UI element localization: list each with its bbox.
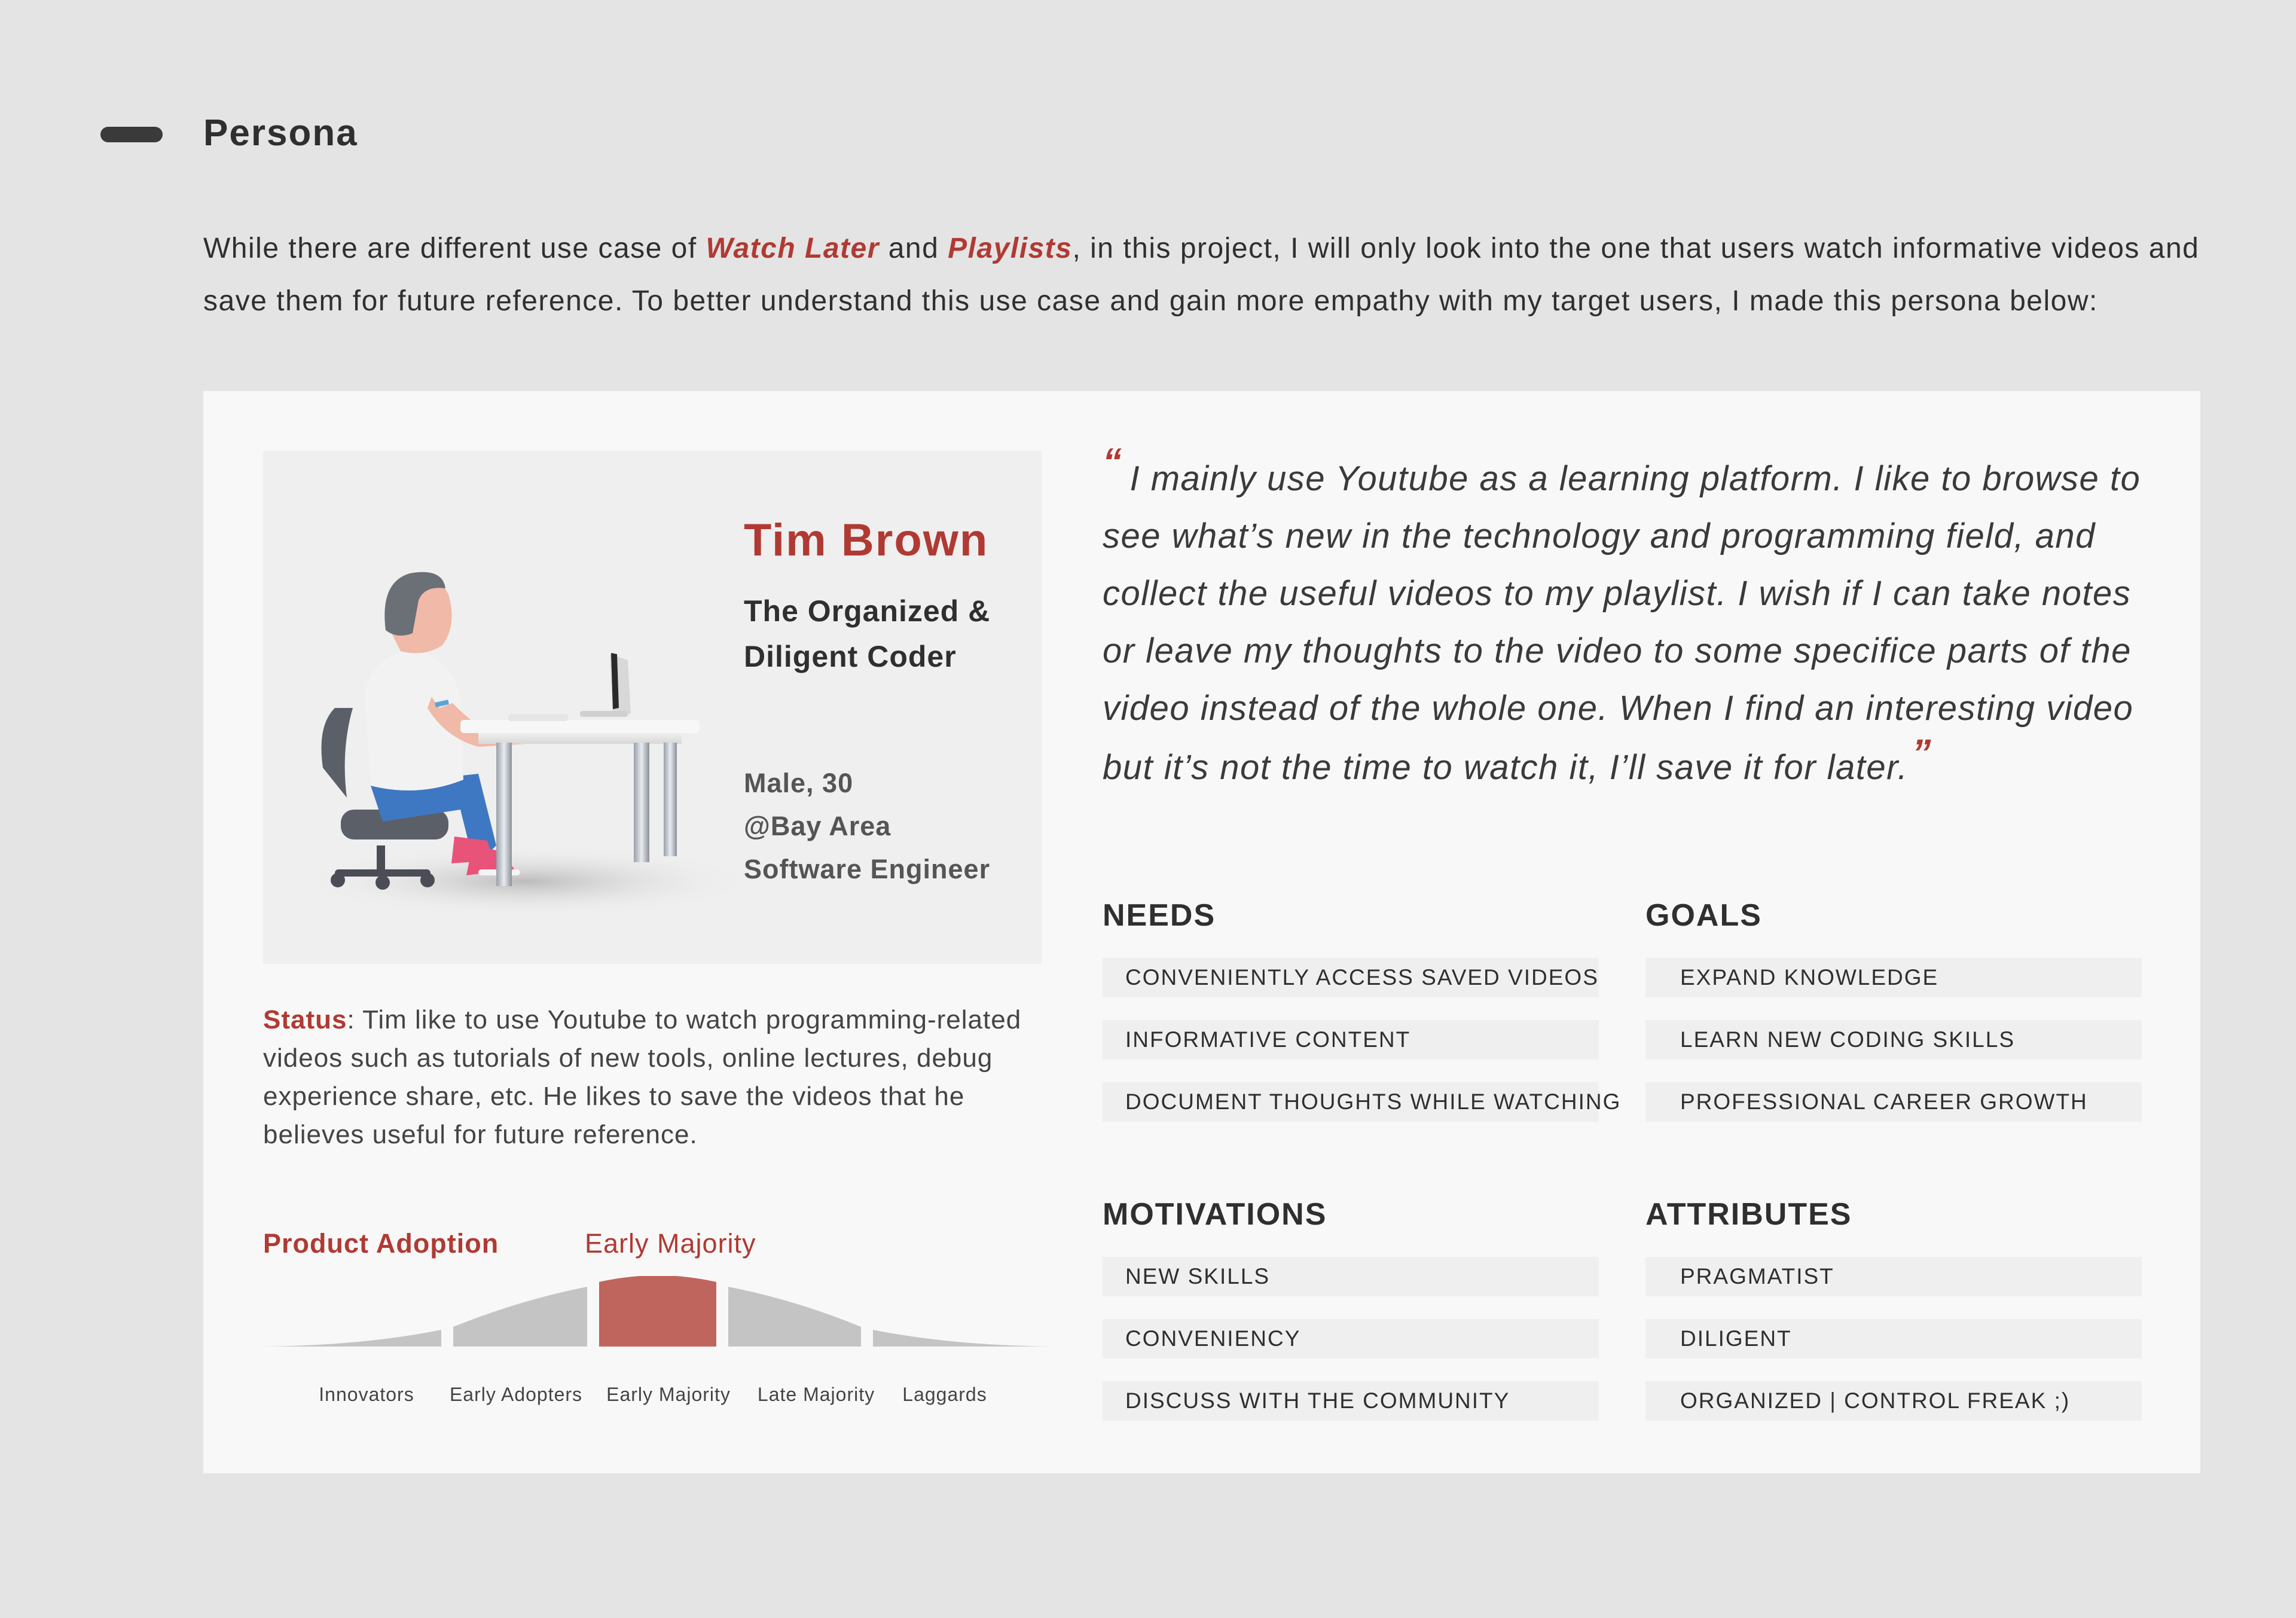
persona-demographics [744,762,990,891]
curve-segment-early-adopters [453,1287,587,1347]
curve-segment-innovators [263,1330,441,1347]
status-paragraph [263,1001,1052,1154]
status-label: Status [263,1005,347,1034]
persona-tagline [744,588,1019,679]
adoption-label-early-adopters: Early Adopters [449,1384,583,1405]
adoption-curve [263,1276,1052,1348]
attributes-item: PRAGMATIST [1645,1257,2142,1296]
intro-text: and [879,233,948,264]
adoption-label-early-majority: Early Majority [606,1384,731,1405]
persona-card [203,391,2200,1473]
motivations-title: MOTIVATIONS [1103,1197,1327,1232]
intro-text: , in this project, I will only look into the one that users watch informative videos and save them for future reference. To better understand this use case and gain more empathy with my target users, I made this persona below: [203,233,2200,317]
motivations-item: DISCUSS WITH THE COMMUNITY [1103,1381,1599,1421]
profile-box [263,451,1042,964]
product-adoption-value: Early Majority [585,1228,756,1259]
motivations-group [1103,1195,1599,1421]
section-marker [100,127,163,142]
coder-illustration [299,511,753,941]
attributes-item: ORGANIZED | CONTROL FREAK ;) [1645,1381,2142,1421]
demographic-gender-age: Male, 30 [744,768,854,798]
adoption-label-laggards: Laggards [902,1384,987,1405]
goals-item: EXPAND KNOWLEDGE [1645,958,2142,997]
intro-text: While there are different use case of [203,233,706,264]
motivations-item: CONVENIENCY [1103,1319,1599,1358]
needs-item: DOCUMENT THOUGHTS WHILE WATCHING [1103,1082,1599,1122]
section-title: Persona [203,112,358,154]
goals-title: GOALS [1645,898,1762,933]
tagline-line: Diligent Coder [744,640,957,673]
needs-item: CONVENIENTLY ACCESS SAVED VIDEOS [1103,958,1599,997]
quote-text: I mainly use Youtube as a learning platform. I like to browse to see what’s new in the technology and programming field, and collect the useful videos to my playlist. I wish if I can take notes or leave my thoughts to the video to some specifice parts of the video instead of the whole one. When I find an interesting video but it’s not the time to watch it, I’ll save it for later. [1103,459,2141,787]
goals-item: PROFESSIONAL CAREER GROWTH [1645,1082,2142,1122]
demographic-occupation: Software Engineer [744,854,991,884]
persona-quote [1103,440,2155,796]
adoption-label-late-majority: Late Majority [757,1384,875,1405]
status-text: : Tim like to use Youtube to watch programming-related videos such as tutorials of new tools, online lectures, debug experience share, etc. He likes to save the videos that he believes useful for future reference. [263,1005,1022,1149]
product-adoption-label: Product Adoption [263,1228,499,1259]
goals-item: LEARN NEW CODING SKILLS [1645,1020,2142,1060]
tagline-line: The Organized & [744,594,991,628]
adoption-labels [203,1384,1100,1419]
goals-group [1645,896,2142,1122]
needs-item: INFORMATIVE CONTENT [1103,1020,1599,1060]
needs-group [1103,896,1622,1122]
needs-title: NEEDS [1103,898,1216,933]
watch-later-highlight: Watch Later [706,233,880,264]
intro-paragraph [203,222,2224,328]
attributes-title: ATTRIBUTES [1645,1197,1852,1232]
close-quote-mark: ” [1912,731,1932,774]
attributes-group [1645,1195,2142,1421]
playlists-highlight: Playlists [948,233,1073,264]
attributes-item: DILIGENT [1645,1319,2142,1358]
open-quote-mark: “ [1103,440,1123,483]
demographic-location: @Bay Area [744,811,891,841]
motivations-item: NEW SKILLS [1103,1257,1599,1296]
persona-name: Tim Brown [744,515,989,566]
adoption-label-innovators: Innovators [319,1384,414,1405]
curve-segment-early-majority [599,1276,716,1347]
curve-segment-late-majority [728,1287,861,1347]
curve-segment-laggards [873,1330,1052,1347]
